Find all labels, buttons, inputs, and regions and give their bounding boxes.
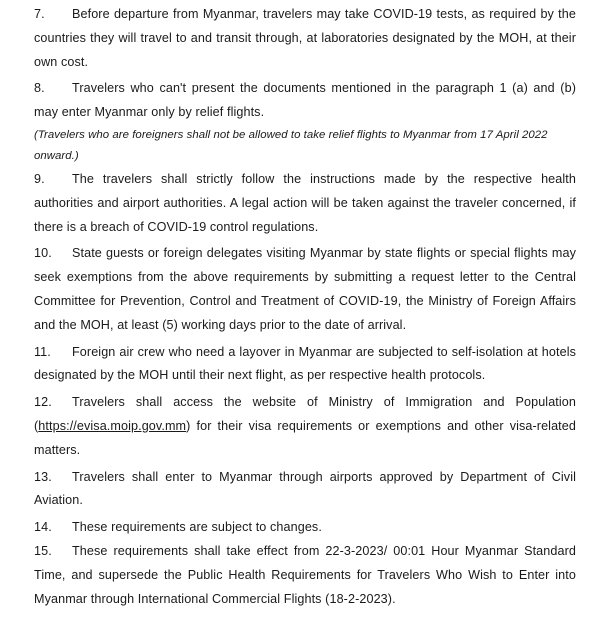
paragraph-text: Foreign air crew who need a layover in Myanmar are subjected to self-isolation at hotels designated by the MOH until their next flight, as per respective health protocols. — [34, 344, 576, 383]
paragraph-8 — [34, 77, 576, 125]
paragraph-text: These requirements shall take effect from 22-3-2023/ 00:01 Hour Myanmar Standard Time, and supersede the Public Health Requirements for Travelers Who Wish to Enter into Myanmar through International Commercial Flights (18-2-2023). — [34, 543, 576, 606]
paragraph-text: The travelers shall strictly follow the instructions made by the respective health authorities and airport authorities. A legal action will be taken against the traveler concerned, if there is a breach of COVID-19 control regulations. — [34, 171, 576, 234]
paragraph-number: 14. — [34, 520, 52, 535]
paragraph-8-note: (Travelers who are foreigners shall not be allowed to take relief flights to Myanmar from 17 April 2022 onward.) — [34, 128, 548, 163]
paragraph-14 — [34, 516, 576, 540]
paragraph-11 — [34, 341, 576, 389]
paragraph-text: State guests or foreign delegates visiting Myanmar by state flights or special flights may seek exemptions from the above requirements by submitting a request letter to the Central Committee for Prevention, Control and Treatment of COVID-19, the Ministry of Foreign Affairs and the MOH, at least (5) working days prior to the date of arrival. — [34, 246, 576, 332]
paragraph-text: Travelers who can't present the documents mentioned in the paragraph 1 (a) and (b) may enter Myanmar only by relief flights. — [34, 81, 576, 120]
paragraph-text: Before departure from Myanmar, travelers may take COVID-19 tests, as required by the countries they will travel to and transit through, at laboratories designated by the MOH, at their own cost. — [34, 7, 576, 69]
paragraph-9 — [34, 168, 576, 239]
paragraph-number: 12. — [34, 395, 52, 410]
paragraph-text: Travelers shall enter to Myanmar through airports approved by Department of Civil Aviation. — [34, 469, 576, 508]
paragraph-text-after: ) for their visa requirements or exemptions and other visa-related matters. — [34, 418, 576, 457]
paragraph-number: 9. — [34, 171, 45, 186]
paragraph-15 — [34, 540, 576, 611]
paragraph-13 — [34, 466, 576, 514]
paragraph-12 — [34, 391, 576, 462]
paragraph-number: 15. — [34, 543, 52, 558]
visa-website-link[interactable]: https://evisa.moip.gov.mm — [38, 418, 187, 433]
paragraph-7 — [34, 3, 576, 74]
paragraph-number: 7. — [34, 7, 45, 21]
paragraph-number: 13. — [34, 469, 52, 484]
paragraph-10 — [34, 242, 576, 337]
paragraph-number: 11. — [34, 344, 51, 359]
paragraph-number: 10. — [34, 246, 52, 261]
document-page — [34, 3, 576, 611]
paragraph-number: 8. — [34, 81, 45, 96]
paragraph-text: These requirements are subject to changes. — [72, 520, 322, 535]
paragraph-text-before: Travelers shall access the website of Ministry of Immigration and Population ( — [34, 395, 576, 433]
